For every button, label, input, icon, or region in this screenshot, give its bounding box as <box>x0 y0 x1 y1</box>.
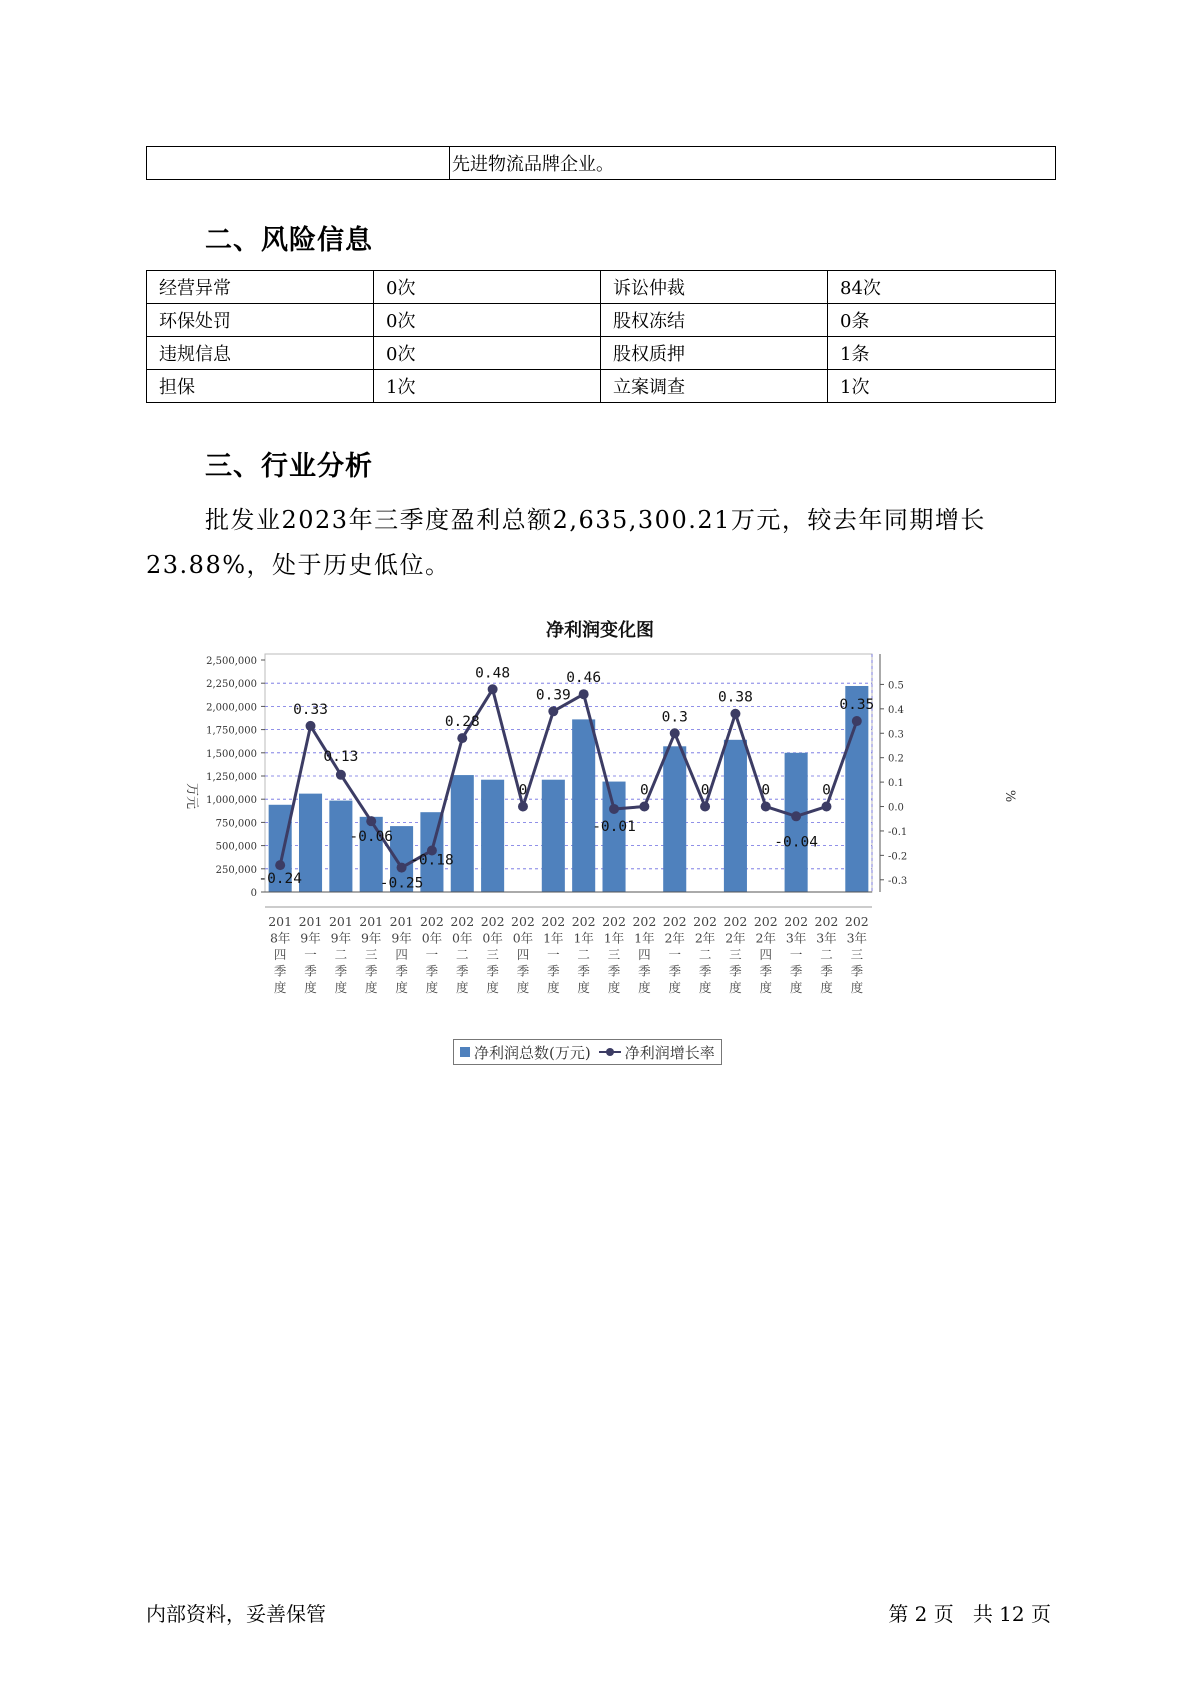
left-tick-label: 250,000 <box>215 864 257 876</box>
category-label: 三 <box>729 947 742 962</box>
category-label: 9年 <box>330 930 352 946</box>
category-label: 季 <box>304 963 317 979</box>
category-label: 一 <box>668 947 681 962</box>
data-label: -0.04 <box>774 834 818 851</box>
left-tick-label: 2,250,000 <box>206 679 257 691</box>
chart-legend <box>453 1039 722 1065</box>
right-tick-label: 0.2 <box>888 753 904 765</box>
category-label: 季 <box>759 963 773 979</box>
data-label: 0.35 <box>839 697 875 714</box>
bar <box>785 753 808 892</box>
section3-title: 三、行业分析 <box>205 451 373 482</box>
category-label: 季 <box>698 963 712 979</box>
category-label: 三 <box>486 947 499 962</box>
category-label: 季 <box>364 963 378 979</box>
category-label: 202 <box>419 914 444 929</box>
line-point <box>336 770 346 780</box>
line-point <box>670 728 680 738</box>
category-label: 度 <box>547 980 560 995</box>
top-table-empty-cell <box>147 147 450 180</box>
category-label: 202 <box>753 914 778 929</box>
category-label: 度 <box>850 980 864 995</box>
risk-label: 股权冻结 <box>601 304 828 337</box>
bar <box>542 780 565 892</box>
category-label: 四 <box>273 947 287 962</box>
category-label: 季 <box>638 963 651 979</box>
category-label: 度 <box>607 980 621 995</box>
line-point <box>518 802 528 812</box>
risk-label: 违规信息 <box>147 337 374 370</box>
data-label: -0.25 <box>379 875 424 892</box>
category-label: 二 <box>698 947 712 962</box>
data-label: 0 <box>822 782 831 799</box>
category-label: 202 <box>602 914 626 929</box>
risk-value: 0次 <box>374 337 601 370</box>
category-label: 度 <box>304 980 317 995</box>
analysis-line-2: 23.88%，处于历史低位。 <box>146 551 451 579</box>
data-label: 0.39 <box>535 687 571 704</box>
category-label: 2年 <box>725 930 746 946</box>
category-label: 201 <box>298 914 323 929</box>
bar <box>572 719 595 892</box>
category-label: 三 <box>364 947 378 962</box>
category-label: 度 <box>516 980 530 995</box>
left-tick-label: 2,500,000 <box>206 656 257 667</box>
category-label: 201 <box>359 914 384 929</box>
category-label: 8年 <box>269 930 291 946</box>
risk-label: 担保 <box>147 370 374 403</box>
table-row <box>147 304 1056 337</box>
category-label: 三 <box>607 947 621 962</box>
data-label: 0.48 <box>475 665 511 682</box>
top-table <box>146 146 1056 180</box>
left-tick-label: 1,250,000 <box>206 772 257 783</box>
chart-svg <box>170 610 1020 1070</box>
left-tick-label: 750,000 <box>215 818 257 830</box>
category-label: 季 <box>334 963 348 979</box>
category-label: 季 <box>547 963 560 979</box>
data-label: 0.3 <box>661 709 688 726</box>
line-point <box>275 860 285 870</box>
risk-value: 84次 <box>828 271 1056 304</box>
category-label: 二 <box>820 947 833 962</box>
risk-label: 经营异常 <box>147 271 374 304</box>
category-label: 202 <box>541 914 566 929</box>
category-label: 0年 <box>452 930 473 946</box>
data-label: -0.18 <box>410 852 454 869</box>
bar <box>602 782 625 892</box>
category-label: 度 <box>486 980 499 995</box>
category-label: 度 <box>456 980 469 995</box>
legend-line-swatch <box>599 1047 621 1057</box>
category-label: 202 <box>662 914 687 929</box>
category-label: 度 <box>395 980 408 995</box>
table-row <box>147 271 1056 304</box>
category-label: 二 <box>577 947 590 962</box>
category-label: 201 <box>389 914 414 929</box>
risk-table <box>146 270 1056 403</box>
risk-value: 0条 <box>828 304 1056 337</box>
data-label: 0 <box>700 782 710 799</box>
category-label: 季 <box>456 963 469 979</box>
category-label: 季 <box>668 963 681 979</box>
y-axis-left-label: 万元 <box>184 782 199 810</box>
category-label: 202 <box>571 914 596 929</box>
data-label: 0 <box>761 782 771 799</box>
category-label: 202 <box>511 914 535 929</box>
category-label: 一 <box>547 947 560 962</box>
category-label: 季 <box>516 963 530 979</box>
line-point <box>397 863 407 873</box>
line-point <box>609 804 619 814</box>
category-label: 一 <box>304 947 317 962</box>
line-point <box>639 802 649 812</box>
data-label: 0 <box>518 782 528 799</box>
category-label: 9年 <box>360 930 382 946</box>
bar <box>299 794 322 892</box>
line-point <box>730 709 740 719</box>
category-label: 季 <box>820 963 833 979</box>
category-label: 度 <box>577 980 590 995</box>
category-label: 1年 <box>573 930 594 946</box>
category-label: 四 <box>759 947 773 962</box>
risk-label: 诉讼仲裁 <box>601 271 828 304</box>
line-point <box>791 811 801 821</box>
right-tick-label: 0.1 <box>888 778 904 790</box>
line-point <box>548 706 558 716</box>
y-axis-right-label: % <box>1002 789 1017 803</box>
category-label: 3年 <box>785 930 807 946</box>
legend-line-label: 净利润增长率 <box>624 1043 715 1062</box>
data-label: -0.06 <box>349 829 394 846</box>
category-label: 201 <box>268 914 293 929</box>
category-label: 202 <box>693 914 718 929</box>
category-label: 0年 <box>421 930 443 946</box>
bar <box>663 746 686 892</box>
risk-value: 0次 <box>374 304 601 337</box>
left-tick-label: 1,000,000 <box>206 795 257 807</box>
line-point <box>852 716 862 726</box>
data-label: 0.28 <box>444 714 480 731</box>
category-label: 2年 <box>694 930 716 946</box>
line-point <box>579 689 589 699</box>
line-point <box>457 733 467 743</box>
category-label: 1年 <box>543 930 564 946</box>
analysis-line-1: 批发业2023年三季度盈利总额2,635,300.21万元，较去年同期增长 <box>205 506 986 534</box>
category-label: 度 <box>759 980 773 995</box>
category-label: 季 <box>425 963 439 979</box>
line-point <box>700 802 710 812</box>
category-label: 四 <box>395 947 408 962</box>
bar <box>329 801 352 892</box>
category-label: 度 <box>789 980 803 995</box>
category-label: 3年 <box>816 930 837 946</box>
right-tick-label: -0.2 <box>888 851 908 863</box>
right-tick-label: 0.5 <box>888 680 904 692</box>
risk-value: 1次 <box>374 370 601 403</box>
data-label: 0.33 <box>293 701 328 718</box>
category-label: 度 <box>425 980 439 995</box>
risk-value: 0次 <box>374 271 601 304</box>
category-label: 度 <box>273 980 287 995</box>
category-label: 度 <box>820 980 833 995</box>
category-label: 1年 <box>603 930 625 946</box>
category-label: 202 <box>723 914 748 929</box>
net-profit-chart <box>170 610 1020 1070</box>
bar <box>724 740 747 892</box>
left-tick-label: 1,500,000 <box>206 748 257 760</box>
category-label: 季 <box>850 963 864 979</box>
line-point <box>821 802 831 812</box>
bar-series <box>269 686 869 892</box>
data-label: -0.01 <box>592 818 636 835</box>
line-point <box>761 802 771 812</box>
risk-label: 环保处罚 <box>147 304 374 337</box>
risk-value: 1次 <box>828 370 1056 403</box>
right-tick-label: 0.0 <box>888 802 904 814</box>
table-row <box>147 337 1056 370</box>
category-label: 1年 <box>634 930 655 946</box>
category-label: 四 <box>638 947 651 962</box>
category-label: 季 <box>577 963 590 979</box>
category-label: 3年 <box>846 930 868 946</box>
category-label: 度 <box>729 980 742 995</box>
left-tick-label: 0 <box>250 888 257 899</box>
right-tick-label: 0.3 <box>888 729 904 741</box>
line-point <box>488 684 498 694</box>
table-row <box>147 370 1056 403</box>
data-label: 0.46 <box>566 670 602 687</box>
right-tick-label: -0.1 <box>888 826 908 838</box>
category-label: 一 <box>425 947 439 962</box>
risk-value: 1条 <box>828 337 1056 370</box>
category-label: 9年 <box>391 930 412 946</box>
data-label: 0.38 <box>717 689 753 706</box>
category-label: 202 <box>480 914 505 929</box>
risk-label: 股权质押 <box>601 337 828 370</box>
category-label: 202 <box>784 914 809 929</box>
category-label: 2年 <box>664 930 685 946</box>
section2-title: 二、风险信息 <box>205 225 373 256</box>
footer-page-number: 第 2 页 共 12 页 <box>888 1602 1051 1626</box>
bar <box>451 775 474 892</box>
data-label: 0.13 <box>323 748 359 765</box>
left-tick-label: 500,000 <box>215 841 257 853</box>
category-label: 202 <box>844 914 869 929</box>
line-point <box>366 816 376 826</box>
category-label: 202 <box>632 914 657 929</box>
category-label: 季 <box>395 963 408 979</box>
category-label: 二 <box>456 947 469 962</box>
category-label: 9年 <box>300 930 321 946</box>
category-label: 202 <box>814 914 839 929</box>
category-label: 202 <box>450 914 475 929</box>
left-tick-label: 2,000,000 <box>206 702 257 714</box>
left-tick-label: 1,750,000 <box>206 725 257 737</box>
category-label: 度 <box>668 980 681 995</box>
category-label: 季 <box>273 963 287 979</box>
category-label: 度 <box>638 980 651 995</box>
category-label: 度 <box>698 980 712 995</box>
category-label: 三 <box>850 947 864 962</box>
chart-title: 净利润变化图 <box>546 620 654 641</box>
footer-left: 内部资料，妥善保管 <box>146 1602 326 1626</box>
category-label: 度 <box>364 980 378 995</box>
data-label: -0.24 <box>258 871 303 888</box>
data-label: 0 <box>640 782 649 799</box>
category-label: 季 <box>729 963 742 979</box>
category-label: 季 <box>607 963 621 979</box>
legend-bar-swatch <box>460 1047 470 1057</box>
category-label: 一 <box>789 947 803 962</box>
category-label: 0年 <box>512 930 534 946</box>
right-tick-label: 0.4 <box>888 704 904 716</box>
category-label: 2年 <box>755 930 777 946</box>
category-label: 四 <box>516 947 530 962</box>
risk-label: 立案调查 <box>601 370 828 403</box>
category-label: 201 <box>328 914 353 929</box>
category-label: 季 <box>486 963 499 979</box>
right-tick-label: -0.3 <box>888 875 908 887</box>
line-point <box>306 721 316 731</box>
category-label: 季 <box>789 963 803 979</box>
category-label: 0年 <box>482 930 503 946</box>
bar <box>481 780 504 892</box>
category-label: 二 <box>334 947 348 962</box>
category-label: 度 <box>334 980 348 995</box>
top-table-cell: 先进物流品牌企业。 <box>450 147 1056 180</box>
legend-bar-label: 净利润总数(万元) <box>474 1043 591 1062</box>
